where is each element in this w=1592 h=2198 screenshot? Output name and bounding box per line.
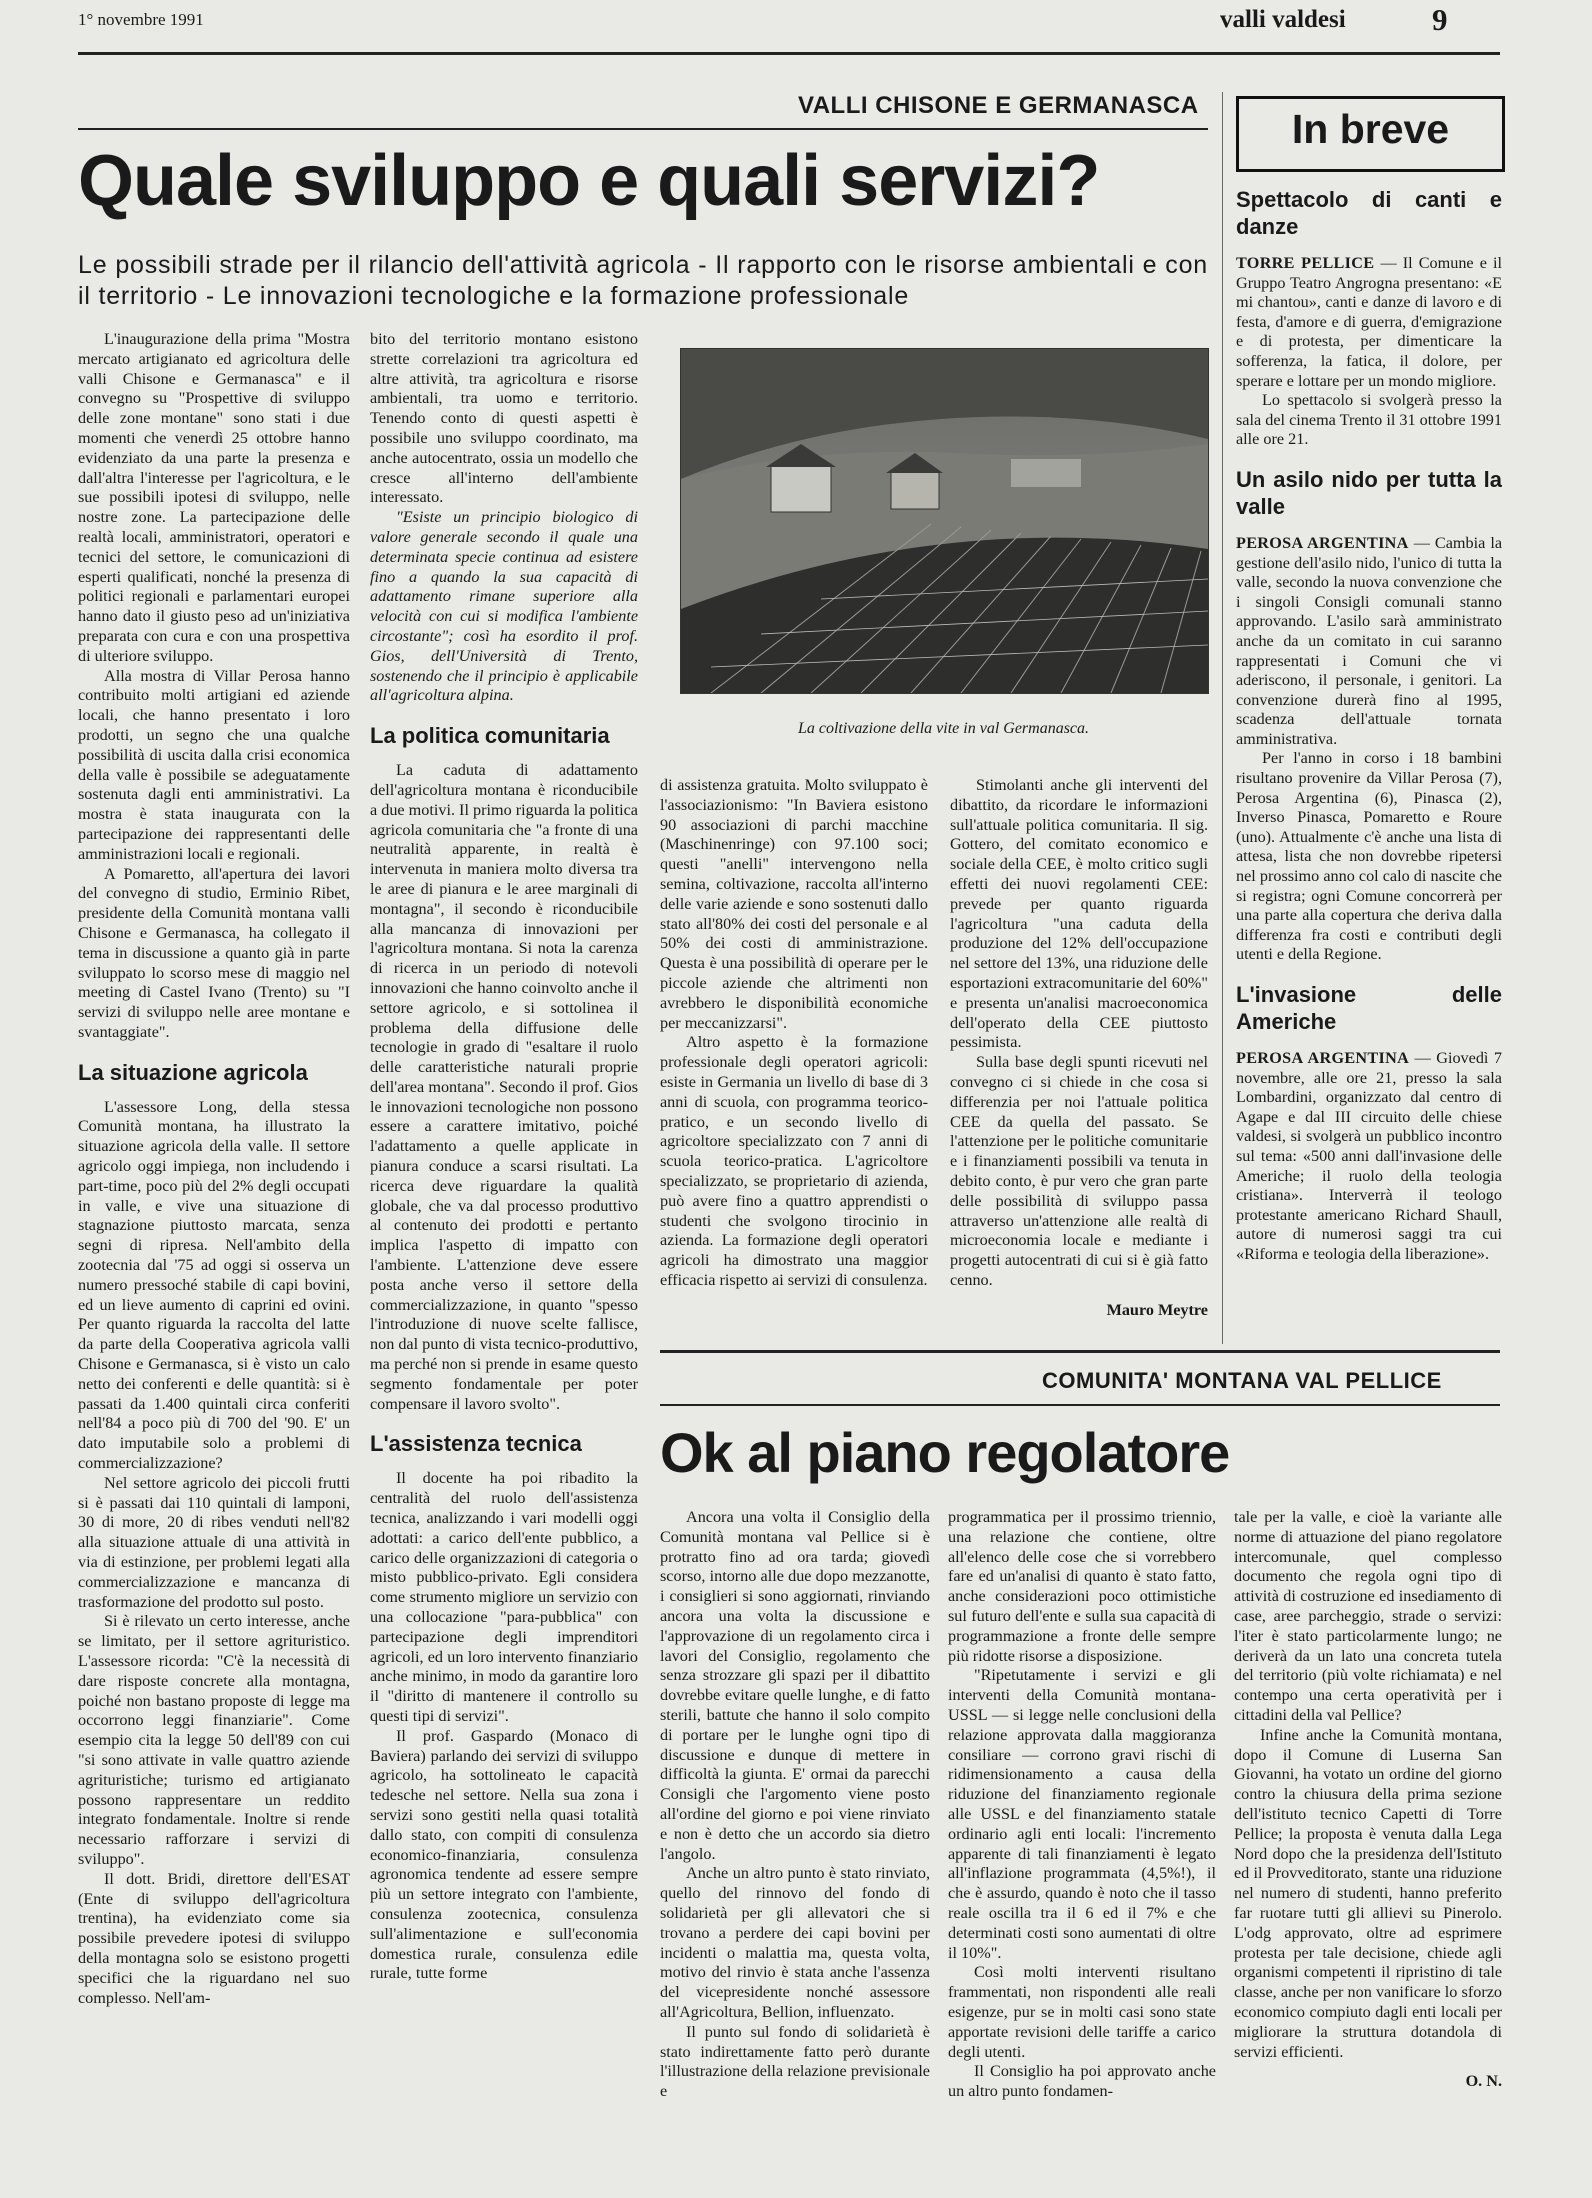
brief-heading: Un asilo nido per tutta la valle <box>1236 466 1502 519</box>
paragraph: Stimolanti anche gli interventi del dibattito, da ricordare le informazioni sull'attuale politica comunitaria. Il sig. Gottero, del comitato economico e sociale della CEE, è molto critico sugli effetti dei nuovi regolamenti CEE: prevede per quanto riguarda l'agricoltura "una caduta della produzione del 12% dell'occupazione nel settore del 13%, una riduzione delle esportazioni extracomunitarie del 60%" e presenta un'analisi macroeconomica dell'operato della CEE piuttosto pessimista. <box>950 776 1208 1052</box>
paragraph: Altro aspetto è la formazione professionale degli operatori agricoli: esiste in Germania un livello di base di 3 anni di scuola, con programma teorico-pratico, e un secondo livello di agricoltore specializzato con 7 anni di scuola teorico-pratica. L'agricoltore specializzato, se proprietario di azienda, può avere fino a quattro apprendisti o studenti che svolgono tirocinio in azienda. La formazione degli operatori agricoli ha dimostrato una maggior efficacia rispetto ai servizi di consulenza. <box>660 1033 928 1289</box>
article-column-4 <box>950 776 1208 1336</box>
paragraph: Il docente ha poi ribadito la centralità del ruolo dell'assistenza tecnica, analizzando i vari modelli oggi adottati: a carico dell'ente pubblico, a carico delle organizzazioni di categoria o misto pubblico-privato. Egli considera come strumento migliore un servizio con una collocazione "para-pubblica" con partecipazione degli imprenditori agricoli, ed un loro intervento finanziario anche minimo, in modo da garantire loro il "diritto di mantenere il controllo su questi tipi di servizi". <box>370 1469 638 1725</box>
paragraph: Sulla base degli spunti ricevuti nel convegno ci si chiede in che cosa si differenzia per noi l'attuale politica CEE da quella del passato. Se l'attenzione per le politiche comunitarie e i finanziamenti possibili va tenuta in debito conto, è pur vero che gran parte delle possibilità di sviluppo passa attraverso un'attenzione alle realtà di microeconomia locale e mediante i progetti autocentrati di cui si è già fatto cenno. <box>950 1053 1208 1289</box>
paragraph: Alla mostra di Villar Perosa hanno contribuito molti artigiani ed aziende locali, che hanno presentato i loro prodotti, un segno che una qualche possibilità di uscita dalla crisi economica della valle è possibile se adeguatamente sostenuta dagli enti amministrativi. La mostra è stata inaugurata con la partecipazione dei rappresentanti delle amministrazioni locali e regionali. <box>78 666 350 863</box>
paragraph: Il Consiglio ha poi approvato anche un altro punto fondamen- <box>948 2062 1216 2101</box>
in-breve-title: In breve <box>1291 106 1450 152</box>
photo-caption: La coltivazione della vite in val Germanasca. <box>797 720 1090 737</box>
section-label-2: COMUNITA' MONTANA VAL PELLICE <box>1042 1368 1442 1393</box>
brief-place: TORRE PELLICE <box>1236 254 1375 272</box>
author-signature: Mauro Meytre <box>1106 1300 1208 1319</box>
paragraph: "Ripetutamente i servizi e gli interventi della Comunità montana-USSL — si legge nelle conclusioni della relazione approvata dalla maggioranza consiliare — corrono gravi rischi di ridimensionamento a causa della riduzione del finanziamento regionale alle USSL e del finanziamento statale ordinario agli enti locali: l'incremento apparente di tali finanziamenti è legato all'inflazione programmata (4,5%!), il che è assurdo, quando è noto che il tasso reale oscilla tra il 6 ed il 7% e che determinati costi sono aumentati di oltre il 10%". <box>948 1666 1216 1962</box>
brief-paragraph: PEROSA ARGENTINA — Giovedì 7 novembre, alle ore 21, presso la sala Lombardini, organizzato dal centro di Agape e dal III circuito delle chiese valdesi, si svolgerà un pubblico incontro sul tema: «500 anni dall'invasione delle Americhe; il ruolo della teologia cristiana». Interverrà il teologo protestante americano Richard Shaull, autore di numerosi saggi tra cui «Riforma e teologia della liberazione». <box>1236 1049 1502 1263</box>
article2-top-rule <box>660 1350 1500 1353</box>
brief-paragraph: PEROSA ARGENTINA — Cambia la gestione dell'asilo nido, l'unico di tutta la valle, secondo la nuova convenzione che i singoli Consigli comunali stanno approvando. L'asilo sarà amministrato anche da un comitato in cui saranno rappresentati i Comuni che vi aderiscono, il personale, i genitori. La convenzione durerà fino al 1995, scadenza dell'attuale tornata amministrativa. <box>1236 533 1502 748</box>
paragraph: Il punto sul fondo di solidarietà è stato indirettamente fatto però durante l'illustrazione della relazione previsionale e <box>660 2022 930 2101</box>
paragraph: Infine anche la Comunità montana, dopo il Comune di Luserna San Giovanni, ha votato un ordine del giorno contro la chiusura della prima sezione dell'istituto tecnico Capetti di Torre Pellice; la proposta è venuta dalla Lega Nord dopo che la presidenza dell'Istituto ed il Provveditorato, stante una riduzione nel numero di studenti, hanno preferito far ruotare tutti gli allievi su Pinerolo. L'odg approvato, oltre ad esprimere protesta per tale decisione, chiede agli organismi competenti il ripristino di tale classe, anche per non vanificare lo sforzo economico compiuto dagli enti locali per migliorare la struttura dotandola di servizi efficienti. <box>1234 1725 1502 2061</box>
paragraph: Ancora una volta il Consiglio della Comunità montana val Pellice si è protratto fino ad ora tarda; giovedì scorso, intorno alle due dopo mezzanotte, i consiglieri si sono aggiornati, rinviando ancora una volta la discussione e l'approvazione di un regolamento circa i lavori del Consiglio, regolamento che senza strozzare gli spazi per il dibattito dovrebbe evitare quelle lunghe, e di fatto sterili, battute che hanno il solo compito di portare per le lunghe ogni tipo di discussione e dunque di mettere in difficoltà la giunta. E' ormai da parecchi Consigli che l'argomento viene posto all'ordine del giorno e poi viene rinviato e non è detto che un accordo sia dietro l'angolo. <box>660 1508 930 1863</box>
paragraph: programmatica per il prossimo triennio, una relazione che contiene, oltre all'elenco delle cose che si vorrebbero fare ed un'analisi di quanto è stato fatto, anche considerazioni poco ottimistiche sul futuro dell'ente e sulla sua capacità di programmazione a fronte delle sempre più ridotte risorse a disposizione. <box>948 1508 1216 1665</box>
paragraph: L'assessore Long, della stessa Comunità montana, ha illustrato la situazione agricola della valle. Il settore agricolo oggi impiega, non includendo i part-time, poco più del 2% degli occupati in valle, e vive una situazione di stagnazione piuttosto marcata, senza segni di ripresa. Nell'ambito della zootecnia dal '75 ad oggi si osserva un numero pressoché stabile di capi bovini, ed un lieve aumento di caprini ed ovini. Per quanto riguarda la raccolta del latte da parte della Cooperativa agricola valli Chisone e Germanasca, si è visto un calo netto dei conferenti e delle quantità: si è passati da 1.400 quintali circa conferiti nell'84 a poco più di 700 del '90. E' un dato imputabile solo a problemi di commercializzazione? <box>78 1097 350 1473</box>
column-divider <box>1222 92 1223 1344</box>
paragraph: Anche un altro punto è stato rinviato, quello del rinnovo del fondo di solidarietà per gli allevatori che si trovano a perdere dei capi bovini per incidenti o malattia ma, questa volta, motivo del rinvio è stata anche l'assenza del vicepresidente nonché assessore all'Agricoltura, Bellion, influenzato. <box>660 1864 930 2021</box>
section-rule <box>78 128 1208 130</box>
paragraph: Si è rilevato un certo interesse, anche se limitato, per il settore agrituristico. L'assessore ricorda: "C'è la necessità di dare risposte concrete alla montagna, poiché non bastano proposte di legge ma occorrono leggi finanziarie". Come esempio cita la legge 50 dell'89 con cui "si sono attivate in valle quattro aziende agrituristiche; turismo ed artigianato possono rappresentare un reddito integrato fondamentale. Inoltre si rende necessario rafforzare i servizi di sviluppo". <box>78 1612 350 1868</box>
brief-paragraph: TORRE PELLICE — Il Comune e il Gruppo Teatro Angrogna presentano: «E mi chantou», canti e danze di lavoro e di festa, d'amore e di guerra, d'emigrazione e di protesta, per dimenticare la sofferenza, la fatica, il dolore, per sperare e lottare per un mondo migliore. <box>1236 254 1502 390</box>
article2-section-rule <box>660 1404 1500 1406</box>
paragraph: Nel settore agricolo dei piccoli frutti si è passati dai 110 quintali di lamponi, 30 di more, 20 di ribes venduti nell'82 alla situazione attuale di una attività in via di estinzione, per problemi legati alla commercializzazione e mancanza di trasformazione del prodotto sul posto. <box>78 1473 350 1611</box>
article-column-3 <box>660 776 928 1336</box>
article2-column-2 <box>948 1508 1216 2108</box>
section-label: VALLI CHISONE E GERMANASCA <box>798 92 1199 119</box>
brief-heading: Spettacolo di canti e danze <box>1236 187 1502 239</box>
subheadline: Le possibili strade per il rilancio dell'attività agricola - Il rapporto con le risorse ambientali e con il territorio - Le innovazioni tecnologiche e la formazione professionale <box>78 251 1208 310</box>
paragraph: La caduta di adattamento dell'agricoltura montana è riconducibile a due motivi. Il primo riguarda la politica agricola comunitaria che "a fronte di una neutralità apparente, in realtà è intervenuta in maniera molto diversa tra le aree di pianura e le aree marginali di montagna", il secondo è riconducibile alla mancanza di innovazioni per l'agricoltura montana. Si nota la carenza di ricerca in un periodo di notevoli innovazioni che hanno coinvolto anche il settore agricolo, e si sottolinea il problema della diffusione delle tecnologie in grado di "esaltare il ruolo delle caratteristiche naturali proprie dell'area montana". Secondo il prof. Gios le innovazioni tecnologiche non possono essere a carattere imitativo, poiché l'adattamento a quelle applicate in pianura conduce a scarsi risultati. La ricerca deve riguardare la qualità globale, che va dal processo produttivo al contenuto dei prodotti e pertanto implica l'aspetto di impatto con l'ambiente. L'attenzione deve essere posta anche verso il settore della commercializzazione, in quanto "spesso l'introduzione di nuove scelte fallisce, non dal punto di vista tecnico-produttivo, ma perché non si prende in esame questo segmento fondamentale per poter compensare il lavoro svolto". <box>370 761 638 1413</box>
header-rule <box>78 52 1500 55</box>
in-breve-column <box>1236 186 1502 1336</box>
article-column-2 <box>370 330 638 2080</box>
vineyard-photo-image <box>681 349 1208 693</box>
page-number: 9 <box>1432 2 1448 37</box>
paragraph: Il prof. Gaspardo (Monaco di Baviera) parlando dei servizi di sviluppo agricolo, ha sottolineato le capacità tedesche nel settore. Nella sua zona i servizi sono gestiti nella quasi totalità dallo stato, con compiti di consulenza economico-finanziaria, consulenza agronomica tendente ad essere sempre più un settore integrato con l'ambiente, consulenza zootecnica, consulenza sull'alimentazione e sull'economia domestica rurale, consulenza edile rurale, tutte forme <box>370 1726 638 1983</box>
paragraph: di assistenza gratuita. Molto sviluppato è l'associazionismo: "In Baviera esistono 90 associazioni di parchi macchine (Maschinenringe) con 97.100 soci; questi "anelli" intervengono nella semina, coltivazione, raccolta all'interno delle varie aziende e sono sostenuti dallo stato all'80% dei costi del personale e al 50% dei costi di amministrazione. Questa è una possibilità di operare per le piccole aziende che altrimenti non avrebbero le disponibilità economiche per meccanizzarsi". <box>660 776 928 1032</box>
vineyard-photo <box>680 348 1209 694</box>
brief-heading: L'invasione delle Americhe <box>1236 982 1502 1034</box>
paragraph: tale per la valle, e cioè la variante alle norme di attuazione del piano regolatore intercomunale, quel complesso documento che regola ogni tipo di attività di costruzione ed insediamento di case, aree parcheggio, strade o servizi: l'iter è stato particolarmente lungo; ne deriverà da un lato una concreta tutela del territorio (più volte richiamata) e nel contempo una certa operatività per i cittadini della val Pellice? <box>1234 1508 1502 1724</box>
paragraph: bito del territorio montano esistono strette correlazioni tra agricoltura ed altre attività, tra agricoltura e risorse ambientali, tra uomo e territorio. Tenendo conto di questi aspetti è possibile uno sviluppo coordinato, ma anche autocentrato, ossia un modello che cresce all'interno dell'ambiente interessato. <box>370 330 638 507</box>
article2-column-1 <box>660 1508 930 2108</box>
paragraph: "Esiste un principio biologico di valore generale secondo il quale una determinata specie continua ad esistere fino a quando la sua capacità di adattamento rimane superiore alla velocità con cui si modifica l'ambiente circostante"; così ha esordito il prof. Gios, dell'Università di Trento, sostenendo che il principio è applicabile all'agricoltura alpina. <box>370 508 638 705</box>
subheading: La politica comunitaria <box>370 723 610 749</box>
paragraph: Così molti interventi risultano frammentati, non rispondenti alle reali esigenze, pur se in molti casi sono state apportate revisioni delle tariffe a carico degli utenti. <box>948 1963 1216 2061</box>
paragraph: A Pomaretto, all'apertura dei lavori del convegno di studio, Erminio Ribet, presidente della Comunità montana valli Chisone e Germanasca, ha collegato il tema in discussione a quanto già in parte sviluppato lo scorso mese di maggio nel meeting di Castel Ivano (Trento) su "I servizi di sviluppo nelle aree montane e svantaggiate". <box>78 864 350 1041</box>
issue-date: 1° novembre 1991 <box>78 10 204 29</box>
subheading: La situazione agricola <box>78 1059 308 1085</box>
headline-2: Ok al piano regolatore <box>660 1421 1230 1484</box>
paragraph: Il dott. Bridi, direttore dell'ESAT (Ente di sviluppo dell'agricoltura trentina), ha evidenziato come sia possibile prevedere ipotesi di sviluppo della montagna solo se esistono progetti specifici che la riguardano nel suo complesso. Nell'am- <box>78 1869 350 2007</box>
brief-paragraph: Lo spettacolo si svolgerà presso la sala del cinema Trento il 31 ottobre 1991 alle ore 21. <box>1236 391 1502 449</box>
article2-column-3 <box>1234 1508 1502 2108</box>
headline: Quale sviluppo e quali servizi? <box>78 141 1100 221</box>
masthead: valli valdesi <box>1220 6 1346 33</box>
article-column-1 <box>78 330 350 2080</box>
brief-place: PEROSA ARGENTINA <box>1236 533 1409 552</box>
subheading: L'assistenza tecnica <box>370 1431 582 1457</box>
brief-place: PEROSA ARGENTINA <box>1236 1049 1410 1067</box>
brief-paragraph: Per l'anno in corso i 18 bambini risultano provenire da Villar Perosa (7), Perosa Argentina (6), Pinasca (2), Inverso Pinasca, Pomaretto e Roure (uno). Attualmente c'è anche una lista di attesa, lista che non dovrebbe ripetersi nel prossimo anno col calo di nascite che si registra; ogni Comune concorrerà per una parte alla copertura che deriva dalla differenza fra costi e contributi degli utenti e della Regione. <box>1236 749 1502 964</box>
author-signature: O. N. <box>1465 2072 1502 2091</box>
paragraph: L'inaugurazione della prima "Mostra mercato artigianato ed agricoltura delle valli Chisone e Germanasca" e il convegno su "Prospettive di sviluppo delle zone montane" sono stati i due momenti che venerdì 25 ottobre hanno evidenziato da una parte la presenza e dall'altra l'interesse per l'agricoltura, e le sue possibili ipotesi di sviluppo, nelle nostre zone. La partecipazione delle realtà locali, amministratori, operatori e tecnici del settore, le comunicazioni di esperti qualificati, nonché la presenza di politici regionali e parlamentari europei hanno dato il giusto peso ad un'iniziativa preparata con cura e con una prospettiva di ulteriore sviluppo. <box>78 330 350 665</box>
